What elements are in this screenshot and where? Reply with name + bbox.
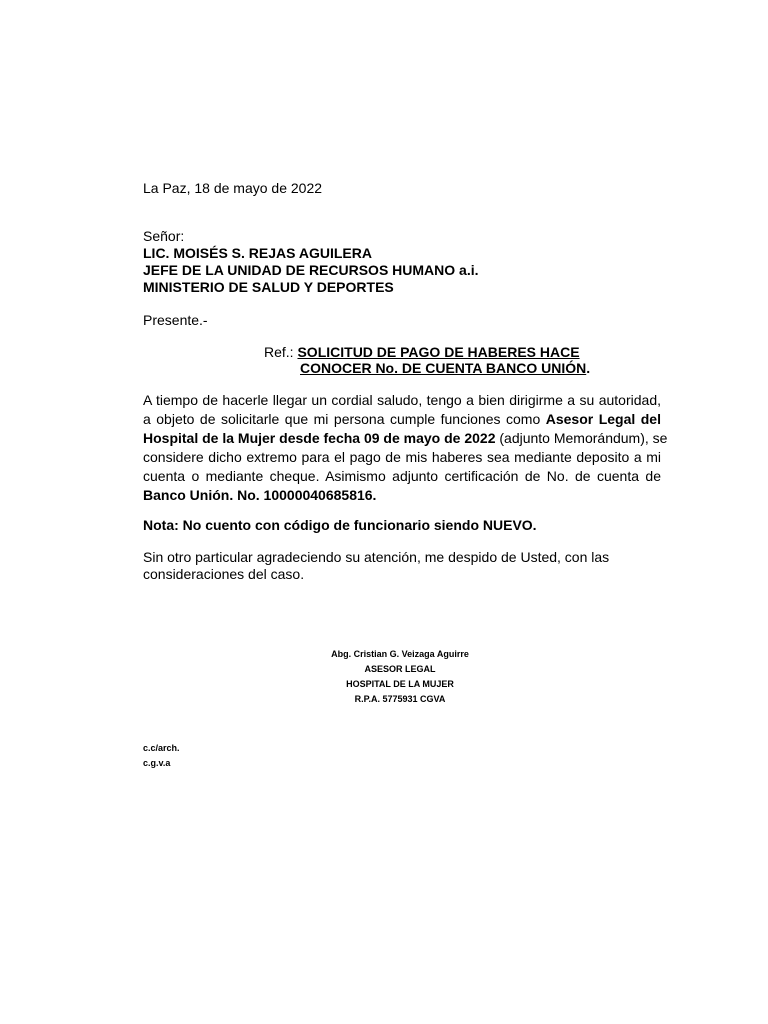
- cc-block: [143, 741, 180, 771]
- body-line-1: A tiempo de hacerle llegar un cordial saludo, tengo a bien dirigirme a su autoridad,: [143, 392, 661, 408]
- body-line-2-bold: Asesor Legal del: [545, 411, 661, 427]
- reference-subject-2: CONOCER No. DE CUENTA BANCO UNIÓN: [300, 360, 587, 376]
- body-line-5: cuenta o mediante cheque. Asimismo adjunto certificación de No. de cuenta de: [143, 468, 661, 484]
- closing-line-1: Sin otro particular agradeciendo su atención, me despido de Usted, con las: [143, 549, 610, 565]
- closing-line-2: consideraciones del caso.: [143, 566, 305, 582]
- presente-line: Presente.-: [143, 312, 208, 328]
- body-line-6: Banco Unión. No. 10000040685816.: [143, 487, 377, 503]
- signature-rpa: R.P.A. 5775931 CGVA: [354, 694, 446, 704]
- signature-block: [250, 647, 550, 707]
- reference-line-2: [300, 360, 590, 377]
- date-line: La Paz, 18 de mayo de 2022: [143, 180, 323, 196]
- body-paragraph: [143, 391, 668, 505]
- body-line-2: [143, 410, 661, 429]
- body-line-3: [143, 429, 668, 448]
- cc-line-1: c.c/arch.: [143, 743, 180, 753]
- reference-subject-1: SOLICITUD DE PAGO DE HABERES HACE: [297, 344, 580, 360]
- recipient-institution: MINISTERIO DE SALUD Y DEPORTES: [143, 279, 394, 295]
- reference-end: .: [586, 360, 591, 376]
- signature-name: Abg. Cristian G. Veizaga Aguirre: [331, 649, 469, 659]
- body-line-2-text: a objeto de solicitarle que mi persona cumple funciones como: [143, 411, 546, 427]
- recipient-salutation: Señor:: [143, 228, 185, 244]
- body-line-3-bold: Hospital de la Mujer desde fecha 09 de mayo de 2022: [143, 430, 496, 446]
- recipient-title: JEFE DE LA UNIDAD DE RECURSOS HUMANO a.i.: [143, 262, 479, 278]
- reference-label: Ref.:: [264, 344, 298, 360]
- reference-line-1: [264, 344, 580, 361]
- cc-line-2: c.g.v.a: [143, 758, 171, 768]
- signature-org: HOSPITAL DE LA MUJER: [346, 679, 454, 689]
- body-line-3-text: (adjunto Memorándum), se: [495, 430, 668, 446]
- signature-role: ASESOR LEGAL: [364, 664, 436, 674]
- recipient-name: LIC. MOISÉS S. REJAS AGUILERA: [143, 245, 372, 261]
- body-line-4: considere dicho extremo para el pago de mis haberes sea mediante deposito a mi: [143, 449, 661, 465]
- nota-line: Nota: No cuento con código de funcionario siendo NUEVO.: [143, 517, 537, 533]
